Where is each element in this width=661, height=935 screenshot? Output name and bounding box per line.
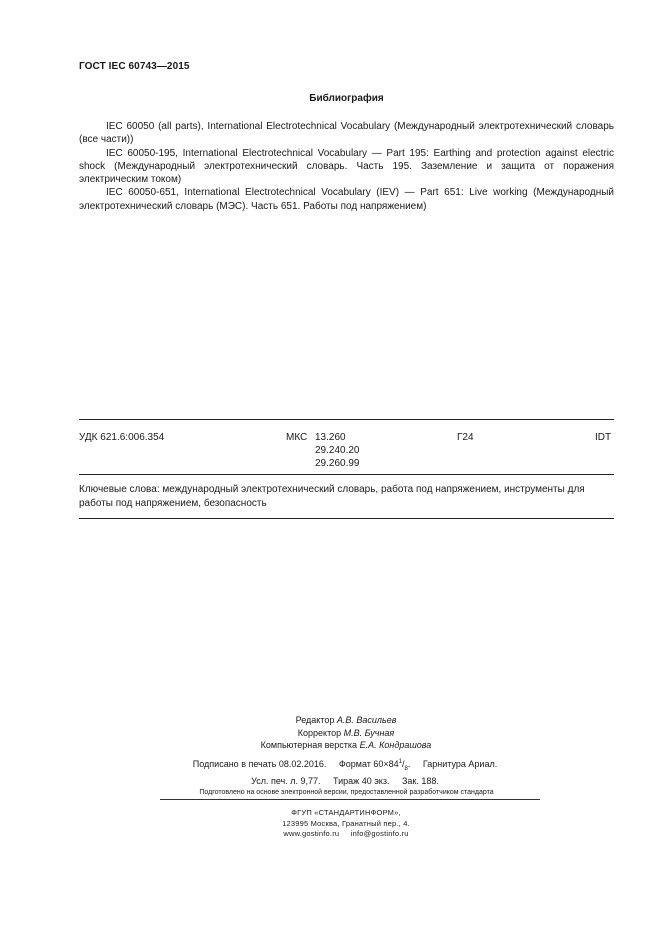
layout-line bbox=[196, 739, 496, 752]
layout-name: Е.А. Кондрашова bbox=[359, 740, 432, 751]
bibliography-entry: IEC 60050-651, International Electrotechnical Vocabulary (IEV) — Part 651: Live working (Международный электротехнический словарь (МЭС). Часть 651. Работы под напряжением) bbox=[79, 187, 614, 212]
degree-of-correspondence: IDT bbox=[595, 432, 612, 443]
bibliography-entry: IEC 60050-195, International Electrotechnical Vocabulary — Part 195: Earthing and protection against electric shock (Международный электротехнический словарь. Часть 195. Заземление и защита от поражения электрическим током) bbox=[79, 147, 614, 186]
order-number: Зак. 188. bbox=[401, 776, 439, 787]
copies: Тираж 40 экз. bbox=[333, 776, 390, 787]
divider-bottom bbox=[79, 518, 614, 519]
bibliography-list bbox=[79, 120, 614, 213]
editor-label: Редактор bbox=[295, 715, 335, 725]
publisher-contacts: www.gostinfo.ru info@gostinfo.ru bbox=[283, 829, 409, 839]
corrector-label: Корректор bbox=[297, 727, 342, 738]
standard-number: ГОСТ IEC 60743—2015 bbox=[79, 61, 190, 72]
divider-publisher bbox=[160, 799, 540, 800]
format-prefix: Формат 60×84 bbox=[338, 759, 399, 769]
divider-middle bbox=[79, 474, 614, 475]
print-line-1 bbox=[140, 756, 550, 775]
editor-line bbox=[196, 714, 496, 727]
signed-date: Подписано в печать 08.02.2016. bbox=[192, 759, 327, 769]
mks-label: МКС bbox=[286, 432, 308, 443]
publisher-name: ФГУП «СТАНДАРТИНФОРМ», bbox=[291, 808, 401, 817]
corrector-line bbox=[196, 727, 496, 740]
bibliography-title: Библиография bbox=[309, 93, 384, 104]
format-suffix: . bbox=[407, 759, 411, 769]
sheets: Усл. печ. л. 9,77. bbox=[251, 776, 321, 787]
source-note: Подготовлено на основе электронной версии, предоставленной разработчиком стандарта bbox=[199, 789, 494, 796]
mks-code: 13.260 bbox=[315, 432, 346, 443]
credits bbox=[196, 714, 496, 752]
mks-code: 29.260.99 bbox=[315, 458, 360, 470]
mks-codes bbox=[315, 431, 360, 471]
divider-top bbox=[79, 419, 614, 420]
publisher-address: 123995 Москва, Гранатный пер., 4. bbox=[282, 818, 410, 828]
format-sup: 1 bbox=[398, 759, 403, 765]
bibliography-entry: IEC 60050 (all parts), International Electrotechnical Vocabulary (Международный электротехнический словарь (все части)) bbox=[79, 121, 614, 146]
print-info bbox=[140, 756, 550, 788]
keywords: Ключевые слова: международный электротехнический словарь, работа под напряжением, инструменты для работы под напряжением, безопасность bbox=[79, 484, 585, 509]
okp-code: Г24 bbox=[457, 432, 474, 443]
publisher-info bbox=[196, 808, 496, 840]
format bbox=[339, 756, 410, 775]
layout-label: Компьютерная верстка bbox=[260, 740, 358, 751]
print-line-2 bbox=[140, 775, 550, 788]
udc-code: УДК 621.6:006.354 bbox=[79, 432, 165, 443]
font-info: Гарнитура Ариал. bbox=[422, 759, 498, 769]
editor-name: А.В. Васильев bbox=[336, 715, 397, 725]
corrector-name: М.В. Бучная bbox=[343, 727, 395, 738]
format-slash: / bbox=[402, 759, 405, 769]
mks-code: 29.240.20 bbox=[315, 445, 360, 457]
format-sub: 8 bbox=[404, 765, 408, 772]
